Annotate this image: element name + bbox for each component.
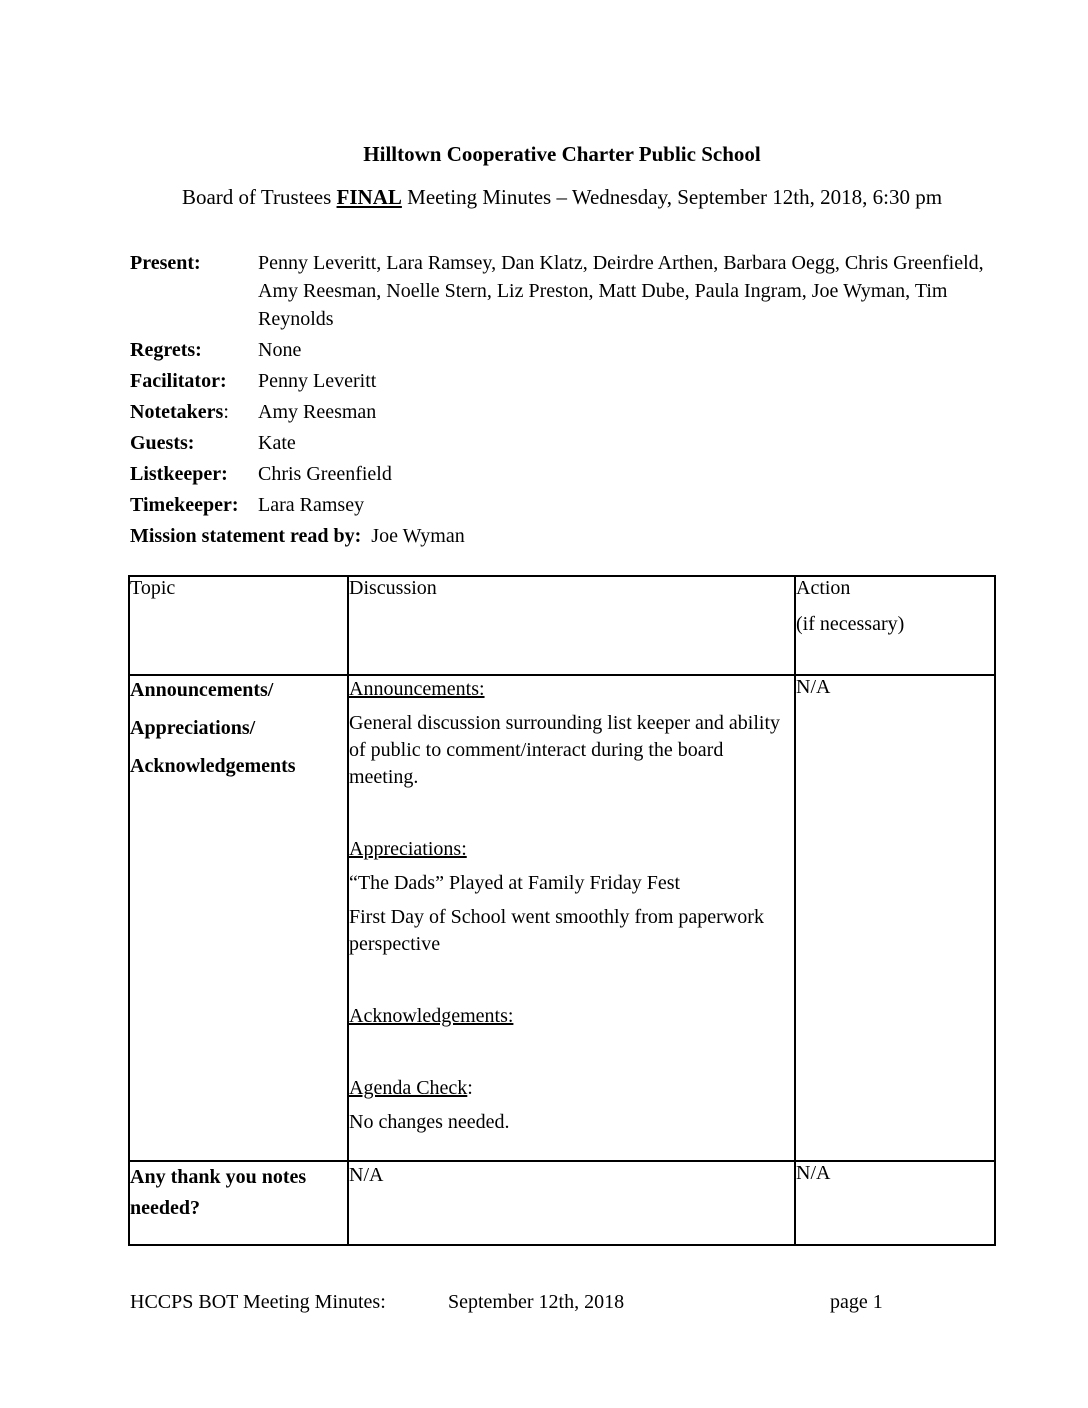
info-value-present: Penny Leveritt, Lara Ramsey, Dan Klatz, Deirdre Arthen, Barbara Oegg, Chris Greenfield, Amy Reesman, Noelle Stern, Liz Preston, Matt Dube, Paula Ingram, Joe Wyman, Tim Reynolds — [258, 252, 984, 330]
minutes-table — [128, 575, 996, 1246]
document-subtitle — [130, 183, 994, 211]
section-gap — [349, 965, 794, 1003]
header-topic: Topic — [129, 576, 348, 675]
info-label-facilitator: Facilitator: — [130, 370, 227, 392]
topic-line-announcements: Announcements/ — [130, 679, 274, 701]
appreciations-heading: Appreciations: — [349, 838, 467, 860]
info-value-regrets: None — [258, 339, 302, 361]
info-value-guests: Kate — [258, 432, 296, 454]
footer-page-number: page 1 — [830, 1291, 883, 1313]
appreciations-item-2: First Day of School went smoothly from paperwork perspective — [349, 906, 764, 955]
info-value-facilitator: Penny Leveritt — [258, 370, 377, 392]
info-row-listkeeper — [130, 460, 994, 488]
info-label-timekeeper: Timekeeper: — [130, 494, 239, 516]
header-action — [795, 576, 995, 675]
thank-you-notes-discussion: N/A — [349, 1164, 384, 1186]
info-row-notetakers — [130, 398, 994, 426]
info-label-present: Present: — [130, 252, 201, 274]
info-row-regrets — [130, 336, 994, 364]
info-label-mission-statement: Mission statement read by: — [130, 525, 362, 547]
header-discussion: Discussion — [348, 576, 795, 675]
footer-doc-label: HCCPS BOT Meeting Minutes: — [130, 1291, 386, 1313]
info-value-notetakers: Amy Reesman — [258, 401, 377, 423]
appreciations-item-1: “The Dads” Played at Family Friday Fest — [349, 872, 681, 894]
agenda-check-heading: Agenda Check: — [349, 1077, 473, 1099]
section-gap — [349, 798, 794, 836]
attendance-info-list — [130, 249, 994, 550]
info-row-guests — [130, 429, 994, 457]
table-row-thank-you-notes — [129, 1161, 995, 1245]
info-value-listkeeper: Chris Greenfield — [258, 463, 392, 485]
subtitle-suffix: Meeting Minutes – Wednesday, September 12th, 2018, 6:30 pm — [401, 185, 943, 209]
section-gap — [349, 1037, 794, 1075]
topic-line-appreciations: Appreciations/ — [130, 717, 256, 739]
topic-cell-announcements — [129, 675, 348, 1161]
agenda-check-text: No changes needed. — [349, 1111, 510, 1133]
topic-line-acknowledgements: Acknowledgements — [130, 755, 296, 777]
header-action-line2: (if necessary) — [796, 613, 905, 635]
discussion-cell-thank-you-notes — [348, 1161, 795, 1245]
info-label-listkeeper: Listkeeper: — [130, 463, 228, 485]
header-action-line1: Action — [796, 577, 851, 599]
info-row-facilitator — [130, 367, 994, 395]
info-label-regrets: Regrets: — [130, 339, 202, 361]
minutes-table-header-row — [129, 576, 995, 675]
action-cell-announcements: N/A — [795, 675, 995, 1161]
info-row-present — [130, 249, 994, 333]
subtitle-final-emphasis: FINAL — [336, 185, 402, 209]
info-label-notetakers: Notetakers: — [130, 401, 229, 423]
topic-thank-you-notes: Any thank you notes needed? — [130, 1166, 307, 1219]
info-row-mission-statement — [130, 522, 994, 550]
info-label-guests: Guests: — [130, 432, 195, 454]
announcements-text: General discussion surrounding list keeper and ability of public to comment/interact during the board meeting. — [349, 712, 781, 788]
info-value-mission-statement: Joe Wyman — [371, 525, 465, 547]
announcements-heading: Announcements: — [349, 678, 485, 700]
document-content — [130, 140, 994, 1246]
discussion-cell-announcements — [348, 675, 795, 1161]
table-row-announcements — [129, 675, 995, 1161]
info-value-timekeeper: Lara Ramsey — [258, 494, 365, 516]
document-title: Hilltown Cooperative Charter Public School — [363, 142, 761, 166]
info-row-timekeeper — [130, 491, 994, 519]
subtitle-prefix: Board of Trustees — [181, 185, 337, 209]
acknowledgements-heading: Acknowledgements: — [349, 1005, 514, 1027]
action-cell-thank-you-notes: N/A — [795, 1161, 995, 1245]
topic-cell-thank-you-notes — [129, 1161, 348, 1245]
footer-date: September 12th, 2018 — [448, 1291, 625, 1313]
